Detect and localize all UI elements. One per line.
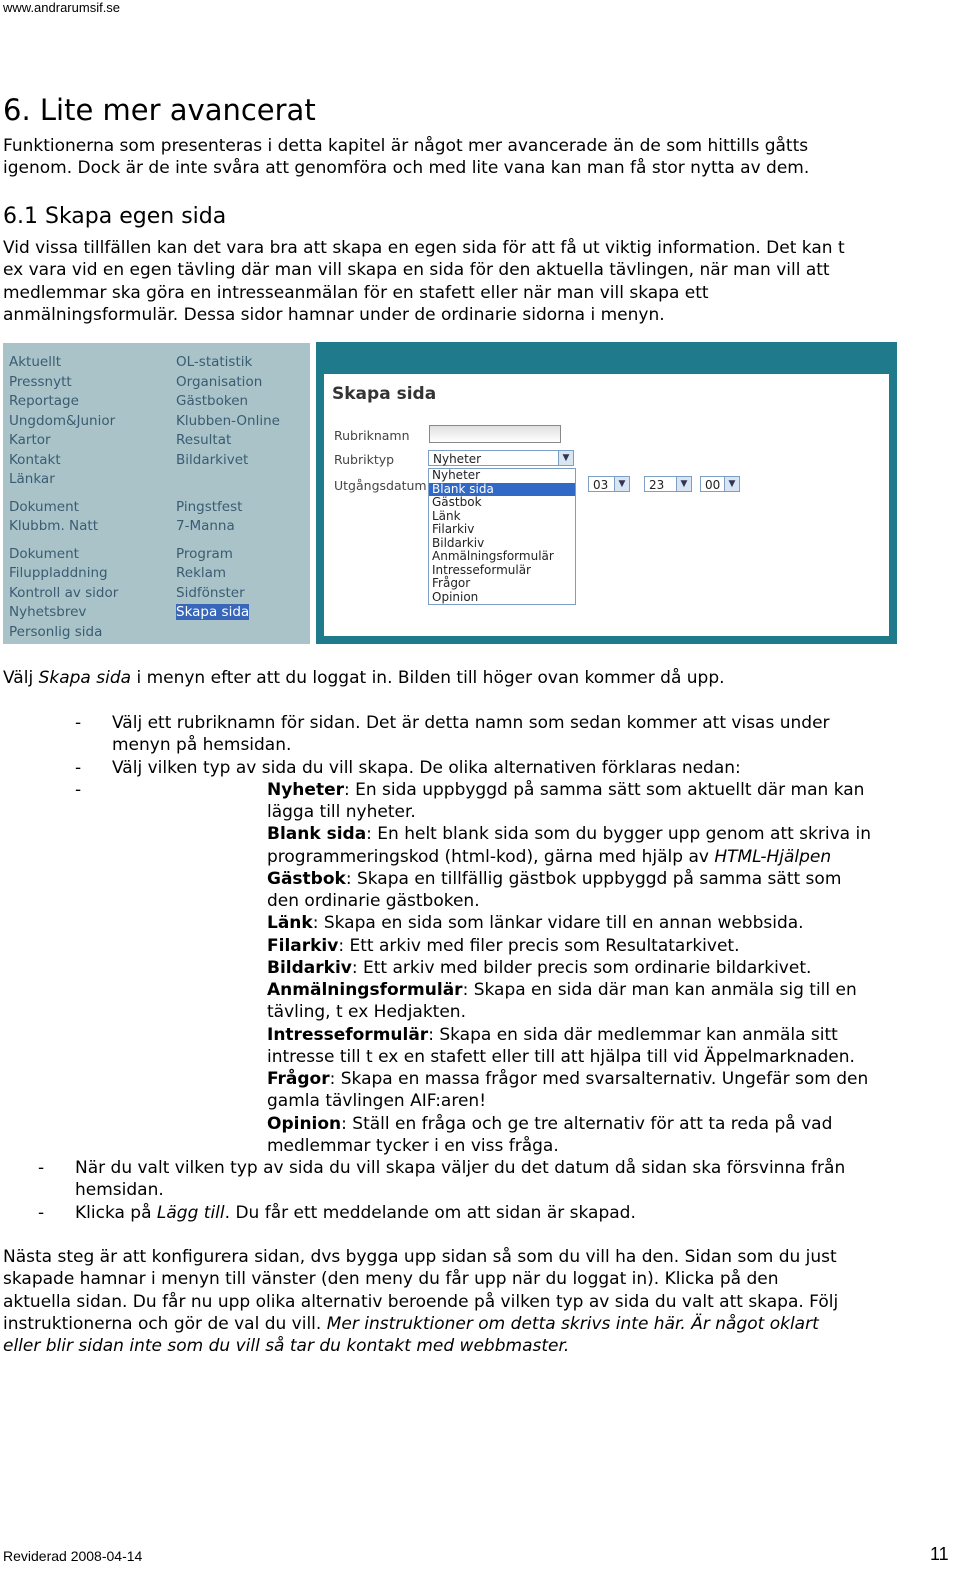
chapter-heading: 6. Lite mer avancerat: [3, 93, 316, 127]
dropdown-option[interactable]: Frågor: [432, 576, 471, 590]
type-nyheter: Nyheter: En sida uppbyggd på samma sätt som aktuellt där man kan: [267, 780, 865, 800]
menu-item[interactable]: Sidfönster: [176, 584, 245, 601]
menu-item[interactable]: Personlig sida: [9, 623, 103, 640]
dropdown-option-selected[interactable]: Blank sida: [429, 483, 575, 497]
menu-right-column: [176, 353, 280, 623]
date-select-3[interactable]: [700, 476, 740, 492]
closing-line: instruktionerna och gör de val du vill. Mer instruktioner om detta skrivs inte här. Är något oklart: [3, 1313, 819, 1334]
caption-text: i menyn efter att du loggat in. Bilden till höger ovan kommer då upp.: [131, 668, 725, 688]
form-panel: [324, 374, 889, 636]
menu-item[interactable]: Reklam: [176, 565, 227, 581]
type-opinion: Opinion: Ställ en fråga och ge tre alternativ för att ta reda på vad: [267, 1114, 833, 1134]
rubriktyp-value: Nyheter: [433, 452, 482, 466]
menu-item-skapa-sida[interactable]: Skapa sida: [176, 604, 250, 620]
menu-item[interactable]: 7-Manna: [176, 518, 235, 534]
menu-item[interactable]: Klubbm. Natt: [9, 518, 98, 534]
date-select-2[interactable]: [644, 476, 692, 492]
dropdown-option[interactable]: Länk: [432, 508, 461, 523]
type-line: programmeringskod (html-kod), gärna med hjälp av HTML-Hjälpen: [267, 847, 832, 867]
rubriknamn-label: Rubriknamn: [334, 428, 410, 443]
final-step-line: När du valt vilken typ av sida du vill skapa väljer du det datum då sidan ska försvinna från: [75, 1158, 846, 1178]
type-intresseformular: Intresseformulär: Skapa en sida där medlemmar kan anmäla sitt: [267, 1025, 838, 1045]
utgangsdatum-label: Utgångsdatum: [334, 478, 427, 493]
dropdown-option[interactable]: Intresseformulär: [432, 562, 531, 577]
chevron-down-icon[interactable]: ▼: [614, 477, 629, 491]
menu-item[interactable]: Reportage: [9, 393, 79, 409]
section-line: medlemmar ska göra en intresseanmälan för en stafett eller när man vill skapa ett: [3, 282, 709, 303]
type-line: medlemmar tycker i en viss fråga.: [267, 1136, 559, 1156]
bullet-dash: -: [75, 758, 82, 778]
intro-line: igenom. Dock är de inte svåra att genomföra och med lite vana kan man få stor nytta av dem.: [3, 158, 810, 179]
date-value: 00: [705, 478, 721, 492]
section-paragraph: [3, 237, 845, 326]
section-line: anmälningsformulär. Dessa sidor hamnar under de ordinarie sidorna i menyn.: [3, 304, 665, 325]
section-heading: 6.1 Skapa egen sida: [3, 204, 227, 229]
dropdown-option[interactable]: Filarkiv: [432, 522, 475, 536]
menu-item[interactable]: Kontroll av sidor: [9, 584, 119, 601]
dropdown-option[interactable]: Anmälningsformulär: [432, 549, 554, 563]
type-line: intresse till t ex en stafett eller till att hjälpa till vid Äppelmarknaden.: [267, 1047, 855, 1067]
menu-item[interactable]: Ungdom&Junior: [9, 412, 116, 429]
type-bildarkiv: Bildarkiv: Ett arkiv med bilder precis som ordinarie bildarkivet.: [267, 958, 812, 978]
type-lank: Länk: Skapa en sida som länkar vidare till en annan webbsida.: [267, 913, 804, 933]
date-value: 23: [649, 478, 665, 492]
final-step-line: hemsidan.: [75, 1180, 164, 1200]
bullet-dash: -: [38, 1203, 45, 1223]
type-filarkiv: Filarkiv: Ett arkiv med filer precis som Resultatarkivet.: [267, 936, 740, 956]
section-line: Vid vissa tillfällen kan det vara bra att skapa en egen sida för att få ut viktig information. Det kan t: [3, 238, 845, 258]
caption: [3, 667, 725, 689]
step-line: Välj vilken typ av sida du vill skapa. De olika alternativen förklaras nedan:: [112, 758, 741, 778]
bullet-dash: -: [38, 1158, 45, 1178]
menu-item[interactable]: Kontakt: [9, 451, 61, 468]
rubriktyp-select[interactable]: [428, 450, 574, 466]
menu-left-column: [9, 353, 118, 642]
type-line: tävling, t ex Hedjakten.: [267, 1002, 466, 1022]
closing-line: aktuella sidan. Du får nu upp olika alternativ beroende på vilken typ av sida du valt att skapa. Följ: [3, 1291, 839, 1312]
menu-item[interactable]: Pressnytt: [9, 373, 72, 390]
type-blank-sida: Blank sida: En helt blank sida som du bygger upp genom att skriva in: [267, 824, 871, 844]
date-value: 03: [593, 478, 609, 492]
bullet-dash: -: [75, 713, 82, 733]
menu-item[interactable]: Pingstfest: [176, 498, 243, 515]
chevron-down-icon[interactable]: ▼: [724, 477, 739, 491]
type-line: den ordinarie gästboken.: [267, 891, 480, 911]
menu-item[interactable]: Organisation: [176, 373, 263, 390]
menu-item[interactable]: Klubben-Online: [176, 412, 280, 429]
dropdown-option[interactable]: Gästbok: [432, 495, 482, 509]
menu-item[interactable]: Nyhetsbrev: [9, 604, 87, 620]
caption-emphasis: Skapa sida: [38, 668, 132, 688]
step-line: menyn på hemsidan.: [112, 735, 292, 755]
final-step-line: Klicka på Lägg till. Du får ett meddelande om att sidan är skapad.: [75, 1203, 636, 1223]
caption-text: Välj: [3, 668, 39, 688]
rubriktyp-label: Rubriktyp: [334, 452, 395, 467]
section-line: ex vara vid en egen tävling där man vill skapa en sida för den aktuella tävlingen, när man vill att: [3, 260, 830, 281]
chevron-down-icon[interactable]: ▼: [558, 451, 573, 465]
chevron-down-icon[interactable]: ▼: [676, 477, 691, 491]
footer-revision: Reviderad 2008-04-14: [3, 1548, 143, 1564]
menu-item[interactable]: Länkar: [9, 471, 55, 487]
header-url: www.andrarumsif.se: [3, 0, 121, 15]
closing-paragraph: [3, 1246, 838, 1357]
page-number: 11: [930, 1544, 949, 1564]
closing-line: eller blir sidan inte som du vill så tar du kontakt med webbmaster.: [3, 1336, 570, 1357]
menu-screenshot: [3, 343, 310, 644]
type-gastbok: Gästbok: Skapa en tillfällig gästbok uppbyggd på samma sätt som: [267, 869, 842, 889]
intro-paragraph: [3, 135, 809, 180]
menu-item[interactable]: Bildarkivet: [176, 451, 249, 468]
menu-item[interactable]: Kartor: [9, 432, 51, 448]
bullet-dash: -: [75, 780, 82, 800]
date-select-1[interactable]: [588, 476, 630, 492]
step-line: Välj ett rubriknamn för sidan. Det är detta namn som sedan kommer att visas under: [112, 713, 830, 733]
dropdown-option[interactable]: Opinion: [432, 589, 479, 604]
form-title: Skapa sida: [332, 384, 437, 404]
type-anmalningsformular: Anmälningsformulär: Skapa en sida där man kan anmäla sig till en: [267, 980, 857, 1000]
create-page-form-screenshot: [316, 342, 897, 644]
closing-line: Nästa steg är att konfigurera sidan, dvs bygga upp sidan så som du vill ha den. Sidan som du just: [3, 1247, 837, 1267]
rubriknamn-input[interactable]: [429, 425, 561, 443]
menu-item[interactable]: Filuppladdning: [9, 565, 108, 581]
dropdown-option[interactable]: Nyheter: [432, 468, 481, 482]
menu-item[interactable]: Gästboken: [176, 393, 249, 409]
menu-item[interactable]: Resultat: [176, 432, 232, 448]
type-fragor: Frågor: Skapa en massa frågor med svarsalternativ. Ungefär som den: [267, 1069, 869, 1089]
menu-item[interactable]: Dokument: [9, 498, 79, 515]
menu-item[interactable]: Dokument: [9, 545, 79, 562]
type-line: gamla tävlingen AIF:aren!: [267, 1091, 487, 1111]
intro-line: Funktionerna som presenteras i detta kapitel är något mer avancerade än de som hittills gåtts: [3, 136, 809, 156]
rubriktyp-dropdown-list: [428, 468, 576, 605]
dropdown-option[interactable]: Bildarkiv: [432, 535, 485, 550]
menu-item[interactable]: OL-statistik: [176, 354, 253, 370]
closing-line: skapade hamnar i menyn till vänster (den meny du får upp när du loggat in). Klicka på den: [3, 1269, 779, 1290]
type-line: lägga till nyheter.: [267, 802, 416, 822]
menu-item[interactable]: Aktuellt: [9, 354, 62, 370]
menu-item[interactable]: Program: [176, 545, 233, 562]
